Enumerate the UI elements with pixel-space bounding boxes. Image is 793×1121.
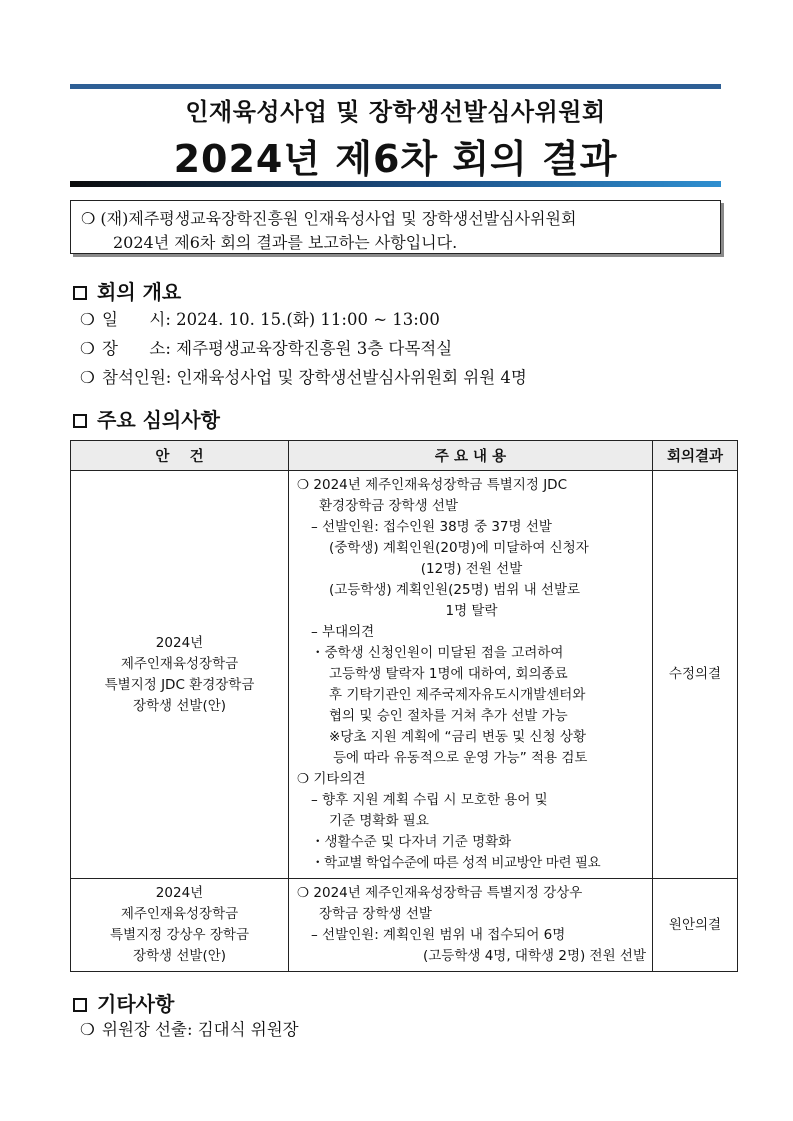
overview-item-text: 참석인원: 인재육성사업 및 장학생선발심사위원회 위원 4명 xyxy=(102,368,527,387)
content-line: 환경장학금 장학생 선발 xyxy=(319,498,458,514)
deliberation-table xyxy=(70,440,738,972)
content-line: ❍ 기타의견 xyxy=(297,771,366,787)
content-line: (12명) 전원 선발 xyxy=(420,561,523,577)
agenda-line: 제주인재육성장학금 xyxy=(120,655,239,672)
circle-bullet-icon: ❍ xyxy=(80,310,95,329)
content-line: 1명 탈락 xyxy=(445,603,498,619)
summary-line-2: 2024년 제6차 회의 결과를 보고하는 사항입니다. xyxy=(113,233,458,252)
content-cell xyxy=(289,471,653,879)
section-heading-text: 주요 심의사항 xyxy=(97,408,220,432)
content-line: (고등학생 4명, 대학생 2명) 전원 선발 xyxy=(423,948,646,964)
content-line: ※당초 지원 계획에 “금리 변동 및 신청 상황 xyxy=(329,729,586,745)
content-line: ❍ 2024년 제주인재육성장학금 특별지정 강상우 xyxy=(297,885,583,901)
result-cell: 수정의결 xyxy=(653,471,738,879)
section-heading-etc xyxy=(73,988,174,1017)
content-line: ・중학생 신청인원이 미달된 점을 고려하여 xyxy=(311,645,564,661)
summary-box xyxy=(70,200,721,254)
agenda-line: 장학생 선발(안) xyxy=(132,948,227,964)
content-line: – 부대의견 xyxy=(311,624,375,640)
circle-bullet-icon: ❍ xyxy=(80,368,95,387)
overview-item-attendees xyxy=(80,364,527,388)
document-title-line2: 2024년 제6차 회의 결과 xyxy=(173,137,618,181)
content-line: – 향후 지원 계획 수립 시 모호한 용어 및 xyxy=(311,792,548,808)
overview-item-text: 일 시: 2024. 10. 15.(화) 11:00 ~ 13:00 xyxy=(102,310,440,329)
overview-item-text: 장 소: 제주평생교육장학진흥원 3층 다목적실 xyxy=(102,339,453,358)
title-bottom-rule xyxy=(70,181,721,187)
section-heading-text: 회의 개요 xyxy=(97,280,182,304)
agenda-line: 2024년 xyxy=(155,634,204,651)
overview-item-date xyxy=(80,306,440,330)
content-line: 고등학생 탈락자 1명에 대하여, 회의종료 xyxy=(329,666,568,682)
table-row xyxy=(71,471,738,879)
summary-line-1: ❍ (재)제주평생교육장학진흥원 인재육성사업 및 장학생선발심사위원회 xyxy=(81,209,577,228)
checkbox-square-icon xyxy=(73,414,87,428)
content-line: ・생활수준 및 다자녀 기준 명확화 xyxy=(311,834,512,850)
overview-item-place xyxy=(80,335,452,359)
content-line: 협의 및 승인 절차를 거쳐 추가 선발 가능 xyxy=(329,708,568,724)
circle-bullet-icon: ❍ xyxy=(80,339,95,358)
agenda-line: 2024년 xyxy=(155,885,204,901)
table-header-row xyxy=(71,441,738,471)
agenda-line: 제주인재육성장학금 xyxy=(120,906,239,922)
content-line: – 선발인원: 접수인원 38명 중 37명 선발 xyxy=(311,519,552,535)
content-line: – 선발인원: 계획인원 범위 내 접수되어 6명 xyxy=(311,927,566,943)
content-line: ・학교별 학업수준에 따른 성적 비교방안 마련 필요 xyxy=(311,855,601,871)
agenda-cell xyxy=(71,471,289,879)
agenda-line: 장학생 선발(안) xyxy=(132,697,227,714)
column-header-agenda: 안 건 xyxy=(71,441,289,471)
section-heading-text: 기타사항 xyxy=(97,992,175,1016)
content-line: (중학생) 계획인원(20명)에 미달하여 신청자 xyxy=(329,540,589,556)
etc-item-chair xyxy=(80,1016,299,1040)
agenda-line: 특별지정 JDC 환경장학금 xyxy=(104,676,255,693)
content-line: 장학금 장학생 선발 xyxy=(319,906,432,922)
content-line: 기준 명확화 필요 xyxy=(329,813,429,829)
content-line: ❍ 2024년 제주인재육성장학금 특별지정 JDC xyxy=(297,477,568,493)
column-header-result: 회의결과 xyxy=(653,441,738,471)
table-row xyxy=(71,879,738,972)
result-cell: 원안의결 xyxy=(653,879,738,972)
content-line: (고등학생) 계획인원(25명) 범위 내 선발로 xyxy=(329,582,581,598)
content-line: 등에 따라 유동적으로 운영 가능” 적용 검토 xyxy=(333,750,588,766)
agenda-cell xyxy=(71,879,289,972)
title-top-rule xyxy=(70,84,721,89)
section-heading-overview xyxy=(73,276,181,305)
checkbox-square-icon xyxy=(73,286,87,300)
circle-bullet-icon: ❍ xyxy=(80,1020,95,1039)
document-title-line1: 인재육성사업 및 장학생선발심사위원회 xyxy=(185,98,606,126)
column-header-content: 주 요 내 용 xyxy=(289,441,653,471)
content-line: 후 기탁기관인 제주국제자유도시개발센터와 xyxy=(329,687,586,703)
agenda-line: 특별지정 강상우 장학금 xyxy=(110,927,249,943)
section-heading-deliberation xyxy=(73,404,220,433)
content-cell xyxy=(289,879,653,972)
etc-item-text: 위원장 선출: 김대식 위원장 xyxy=(102,1020,299,1039)
checkbox-square-icon xyxy=(73,998,87,1012)
